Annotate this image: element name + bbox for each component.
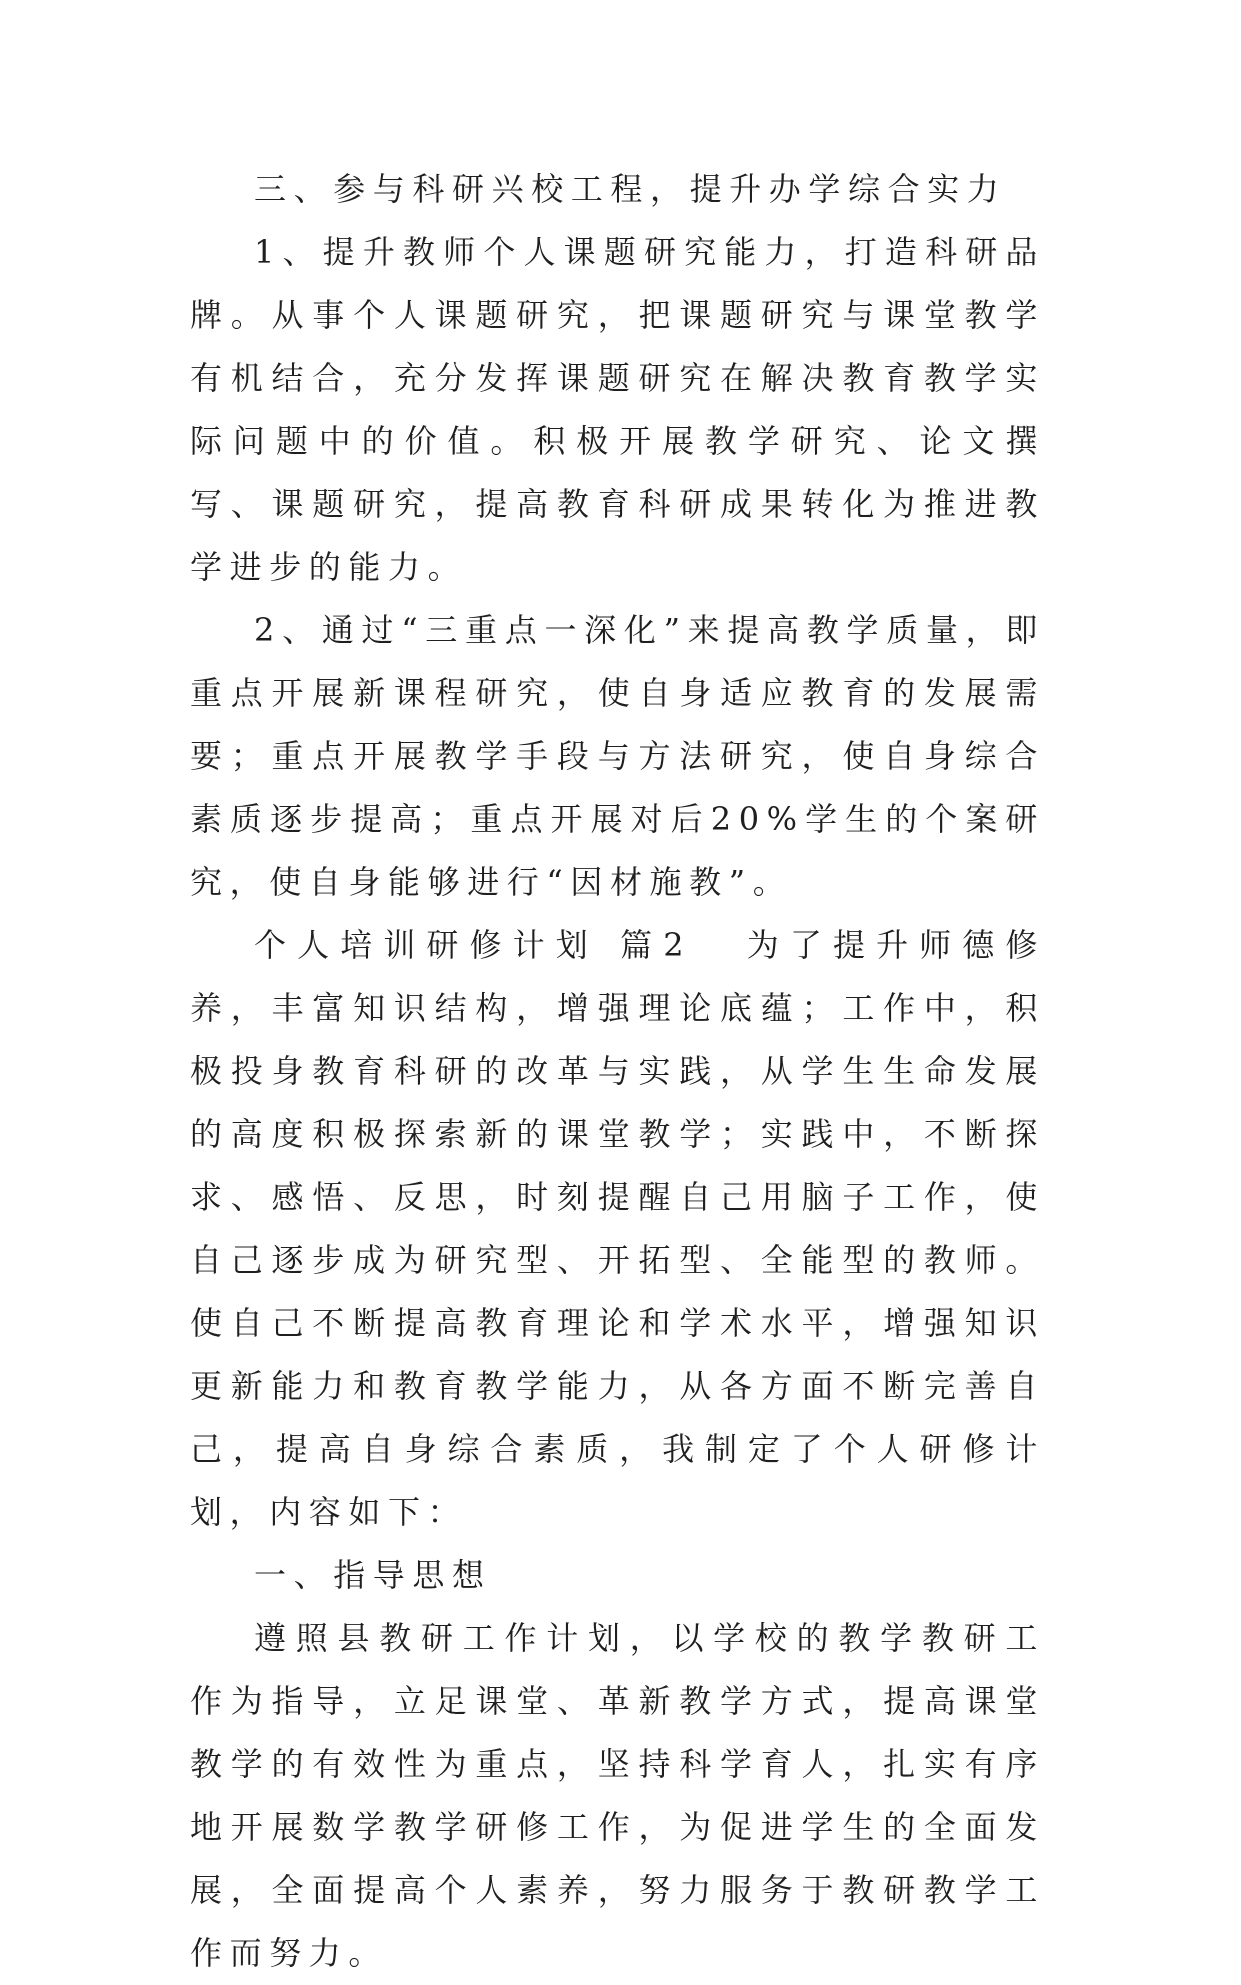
section-heading-1: 一、指导思想 [254,1556,492,1594]
plan-title: 个人培训研修计划 篇2 [254,926,692,964]
plan-intro-text: 为了提升师德修养，丰富知识结构，增强理论底蕴；工作中，积极投身教育科研的改革与实践，从学生生命发展的高度积极探索新的课堂教学；实践中，不断探求、感悟、反思，时刻提醒自己用脑子工作，使自己逐步成为研究型、开拓型、全能型的教师。使自己不断提高教育理论和学术水平，增强知识更新能力和教育教学能力，从各方面不断完善自己，提高自身综合素质，我制定了个人研修计划，内容如下： [190,926,1045,1531]
paragraph-guiding-ideology: 遵照县教研工作计划，以学校的教学教研工作为指导，立足课堂、革新教学方式，提高课堂教学的有效性为重点，坚持科学育人，扎实有序地开展数学教学研修工作，为促进学生的全面发展，全面提高个人素养，努力服务于教研教学工作而努力。 [190,1619,1045,1972]
paragraph-plan-intro [190,914,1045,1544]
document-body [190,158,1045,1985]
paragraph-research-ability: 1、提升教师个人课题研究能力，打造科研品牌。从事个人课题研究，把课题研究与课堂教学有机结合，充分发挥课题研究在解决教育教学实际问题中的价值。积极开展教学研究、论文撰写、课题研究，提高教育科研成果转化为推进教学进步的能力。 [190,233,1045,586]
paragraph-three-focus: 2、通过“三重点一深化”来提高教学质量，即重点开展新课程研究，使自身适应教育的发展需要；重点开展教学手段与方法研究，使自身综合素质逐步提高；重点开展对后20%学生的个案研究，使自身能够进行“因材施教”。 [190,611,1045,901]
section-heading-3: 三、参与科研兴校工程，提升办学综合实力 [254,170,1007,208]
